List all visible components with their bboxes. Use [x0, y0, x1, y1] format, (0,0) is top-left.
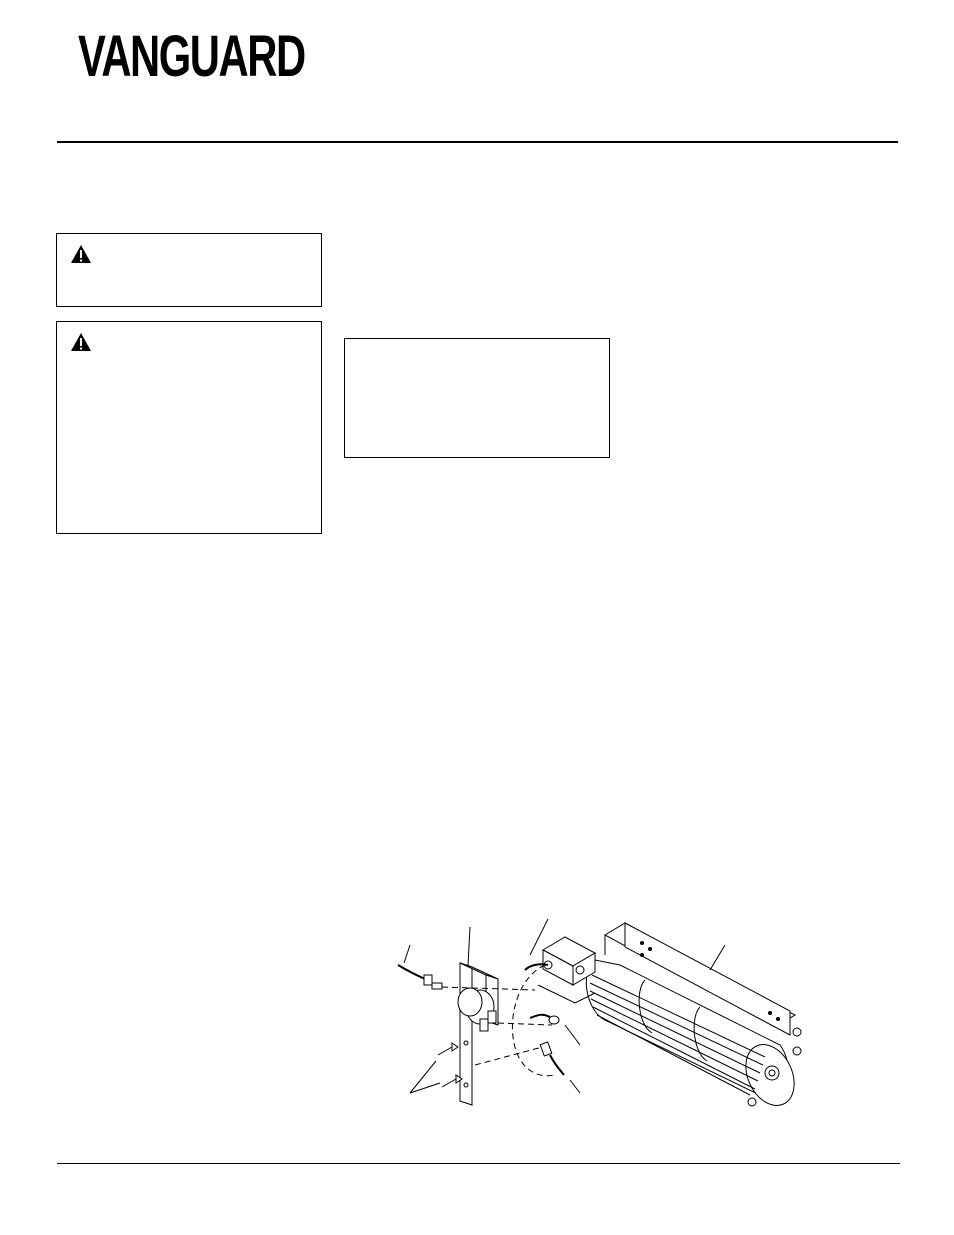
screws [438, 1043, 462, 1087]
blower-assembly-figure [380, 915, 810, 1130]
notice-box [344, 338, 610, 458]
motor-box [538, 937, 595, 1003]
warning-box-1 [56, 233, 322, 307]
warning-triangle-icon [70, 332, 92, 352]
warning-box-2 [56, 321, 322, 534]
warning-triangle-icon [70, 244, 92, 264]
header-rule [57, 141, 898, 143]
footer-rule [57, 1163, 900, 1164]
brand-logo: VANGUARD [78, 24, 305, 89]
thermostat-bracket [460, 963, 498, 1105]
